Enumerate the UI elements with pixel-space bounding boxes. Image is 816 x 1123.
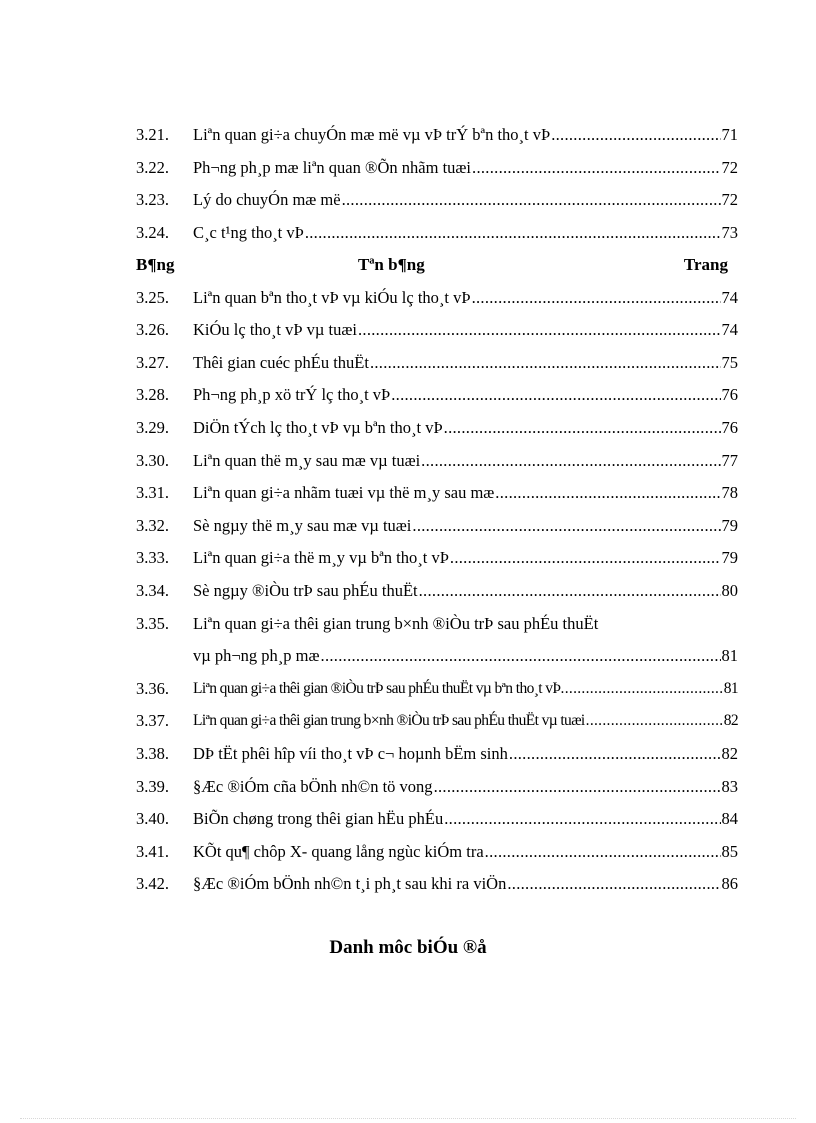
toc-entry xyxy=(136,705,738,738)
entry-page: 82 xyxy=(721,743,738,763)
header-page-col: Trang xyxy=(683,255,728,275)
toc-entry xyxy=(136,510,738,543)
entry-title: Liªn quan gi÷a thë m¸y vµ bªn tho¸t vÞ xyxy=(193,548,449,568)
entry-title: Liªn quan gi÷a thêi gian trung b×nh ®iÒu trÞ sau phÉu thuËt xyxy=(193,613,599,633)
dot-leader xyxy=(421,451,720,471)
dot-leader xyxy=(444,809,720,829)
entry-title: BiÕn chøng trong thêi gian hËu phÉu xyxy=(193,809,444,829)
entry-title: Liªn quan gi÷a thêi gian ®iÒu trÞ sau phÉu thuËt vµ bªn tho¸t vÞ. xyxy=(193,679,564,697)
entry-title: §Æc ®iÓm bÖnh nh©n t¸i ph¸t sau khi ra viÖn xyxy=(193,874,507,894)
dot-leader xyxy=(419,581,721,601)
dot-leader xyxy=(495,483,720,503)
entry-number: 3.31. xyxy=(136,483,169,503)
entry-page: 85 xyxy=(721,841,738,861)
entry-number: 3.29. xyxy=(136,418,169,438)
entry-page: 74 xyxy=(721,287,738,307)
entry-title: Liªn quan gi÷a thêi gian trung b×nh ®iÒu trÞ sau phÉu thuËt vµ tuæi xyxy=(193,712,585,730)
entry-page: 79 xyxy=(721,515,738,535)
dot-leader xyxy=(370,353,721,373)
dot-leader xyxy=(434,777,721,797)
toc-entry xyxy=(136,184,738,217)
entry-title: Liªn quan bªn tho¸t vÞ vµ kiÓu lç tho¸t vÞ xyxy=(193,287,471,307)
entry-number: 3.35. xyxy=(136,613,169,633)
entry-title: Thêi gian cuéc phÉu thuËt xyxy=(193,352,369,372)
dot-leader xyxy=(412,516,720,536)
dot-leader xyxy=(444,418,721,438)
toc-entry xyxy=(136,575,738,608)
dot-leader xyxy=(391,385,720,405)
entry-number: 3.23. xyxy=(136,190,169,210)
entry-title: Lý do chuyÓn mæ më xyxy=(193,190,341,210)
toc-entry xyxy=(136,868,738,901)
toc-entry xyxy=(136,314,738,347)
dot-leader xyxy=(358,320,721,340)
table-header xyxy=(136,247,738,283)
dot-leader xyxy=(450,548,721,568)
toc-entry xyxy=(136,770,738,803)
dot-leader xyxy=(485,842,721,862)
toc-entry xyxy=(136,217,738,250)
entry-title: Sè ngµy thë m¸y sau mæ vµ tuæi xyxy=(193,515,412,535)
entry-number: 3.22. xyxy=(136,157,169,177)
toc-entry xyxy=(136,477,738,510)
entry-page: 82 xyxy=(723,712,738,730)
dot-leader xyxy=(342,190,721,210)
dot-leader xyxy=(472,158,720,178)
entry-number: 3.36. xyxy=(136,678,169,698)
dot-leader xyxy=(507,874,720,894)
entry-title: KiÓu lç tho¸t vÞ vµ tuæi xyxy=(193,320,357,340)
entry-number: 3.26. xyxy=(136,320,169,340)
entry-title: Liªn quan gi÷a chuyÓn mæ më vµ vÞ trÝ bªn tho¸t vÞ xyxy=(193,125,551,145)
toc-entry xyxy=(136,152,738,185)
entry-number: 3.21. xyxy=(136,125,169,145)
header-name-col: Tªn b¶ng xyxy=(358,255,425,275)
entry-title: DÞ tËt phêi hîp víi tho¸t vÞ c¬ hoµnh bËm sinh xyxy=(193,743,508,763)
toc-entry xyxy=(136,347,738,380)
entry-number: 3.41. xyxy=(136,841,169,861)
entry-page: 78 xyxy=(721,483,738,503)
entry-title-continued: vµ ph¬ng ph¸p mæ xyxy=(193,646,320,666)
entry-page: 72 xyxy=(721,157,738,177)
entry-title: C¸c t¹ng tho¸t vÞ xyxy=(193,223,304,243)
toc-entry xyxy=(136,835,738,868)
table-of-contents xyxy=(136,119,738,901)
entry-number: 3.33. xyxy=(136,548,169,568)
entry-title: Liªn quan gi÷a nhãm tuæi vµ thë m¸y sau mæ xyxy=(193,483,495,503)
toc-entry xyxy=(136,412,738,445)
entry-page: 81 xyxy=(721,646,738,666)
entry-page: 73 xyxy=(721,223,738,243)
entry-page: 76 xyxy=(721,385,738,405)
entry-number: 3.27. xyxy=(136,352,169,372)
entry-page: 79 xyxy=(721,548,738,568)
entry-number: 3.42. xyxy=(136,874,169,894)
entry-page: 76 xyxy=(721,418,738,438)
toc-entry xyxy=(136,444,738,477)
toc-entry xyxy=(136,379,738,412)
entry-title: Ph¬ng ph¸p xö trÝ lç tho¸t vÞ xyxy=(193,385,391,405)
entry-page: 74 xyxy=(721,320,738,340)
entry-number: 3.28. xyxy=(136,385,169,405)
header-table-col: B¶ng xyxy=(136,255,175,275)
entry-page: 86 xyxy=(721,874,738,894)
dot-leader xyxy=(565,680,723,698)
dot-leader xyxy=(509,744,721,764)
entry-page: 77 xyxy=(721,450,738,470)
entry-number: 3.25. xyxy=(136,287,169,307)
entry-page: 72 xyxy=(721,190,738,210)
toc-entry-continuation xyxy=(136,640,738,673)
entry-title: Sè ngµy ®iÒu trÞ sau phÉu thuËt xyxy=(193,581,418,601)
toc-entry xyxy=(136,673,738,706)
entry-number: 3.34. xyxy=(136,581,169,601)
entry-page: 83 xyxy=(721,776,738,796)
dot-leader xyxy=(321,646,721,666)
dot-leader xyxy=(472,288,721,308)
entry-number: 3.30. xyxy=(136,450,169,470)
toc-entry xyxy=(136,607,738,640)
entry-page: 75 xyxy=(721,352,738,372)
entry-number: 3.39. xyxy=(136,776,169,796)
toc-entry xyxy=(136,119,738,152)
entry-title: DiÖn tÝch lç tho¸t vÞ vµ bªn tho¸t vÞ xyxy=(193,418,443,438)
toc-entry xyxy=(136,542,738,575)
entry-number: 3.24. xyxy=(136,223,169,243)
section-heading: Danh môc biÓu ®å xyxy=(329,937,487,958)
entry-number: 3.37. xyxy=(136,711,169,731)
entry-number: 3.38. xyxy=(136,743,169,763)
entry-number: 3.40. xyxy=(136,809,169,829)
dot-leader xyxy=(305,223,721,243)
entry-page: 71 xyxy=(721,125,738,145)
toc-entry xyxy=(136,281,738,314)
entry-page: 81 xyxy=(723,679,738,697)
toc-entry xyxy=(136,738,738,771)
entry-title: KÕt qu¶ chôp X- quang lång ngùc kiÓm tra xyxy=(193,841,484,861)
entry-page: 84 xyxy=(721,809,738,829)
toc-entry xyxy=(136,803,738,836)
dot-leader xyxy=(586,712,723,730)
page-bottom-divider xyxy=(20,1118,796,1119)
entry-title: Liªn quan thë m¸y sau mæ vµ tuæi xyxy=(193,450,421,470)
entry-title: §Æc ®iÓm cña bÖnh nh©n tö vong xyxy=(193,776,433,796)
dot-leader xyxy=(551,125,720,145)
entry-page: 80 xyxy=(721,581,738,601)
entry-title: Ph¬ng ph¸p mæ liªn quan ®Õn nhãm tuæi xyxy=(193,157,472,177)
entry-number: 3.32. xyxy=(136,515,169,535)
